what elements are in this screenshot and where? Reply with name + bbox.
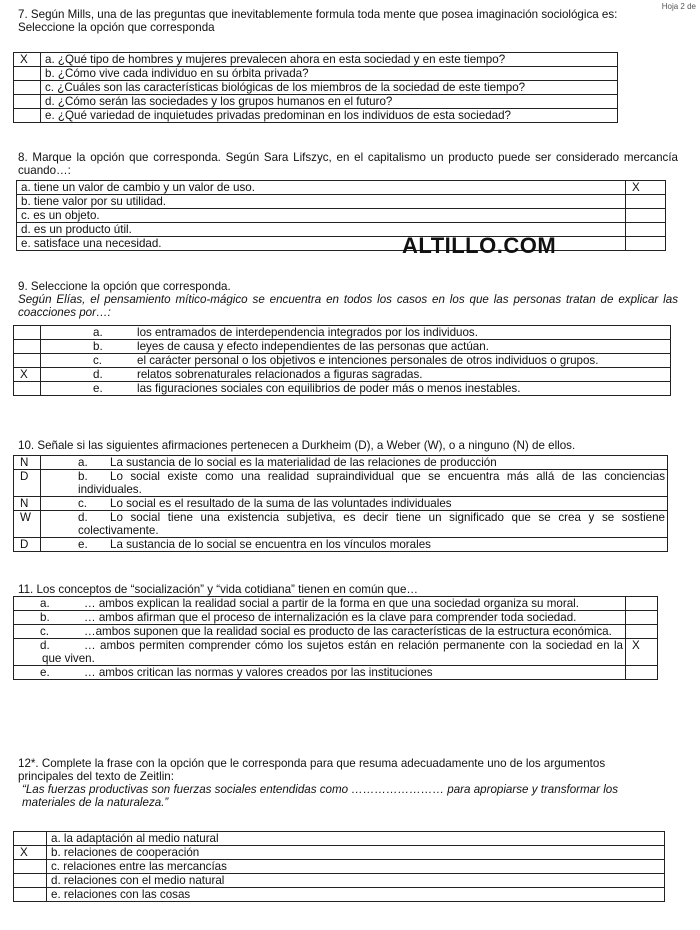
table-row[interactable] — [17, 209, 666, 223]
answer-mark[interactable] — [14, 860, 47, 874]
option-letter: e. — [40, 666, 50, 679]
option-letter: d. — [93, 368, 103, 381]
table-row[interactable] — [14, 597, 658, 611]
table-row[interactable] — [14, 832, 665, 846]
answer-mark[interactable] — [14, 326, 41, 340]
question-7 — [18, 8, 628, 34]
option-text: a. la adaptación al medio natural — [47, 832, 665, 846]
option-letter: c. — [40, 625, 50, 638]
question-12 — [18, 757, 633, 809]
option-text: d. relaciones con el medio natural — [47, 874, 665, 888]
table-row[interactable] — [14, 639, 658, 666]
option-text: b. tiene valor por su utilidad. — [17, 195, 626, 209]
question-11-stem: 11. Los conceptos de “socialización” y “vida cotidiana” tienen en común que… — [18, 583, 418, 596]
question-10 — [18, 439, 688, 452]
table-row[interactable] — [17, 223, 666, 237]
option-letter: b. — [40, 611, 50, 624]
answer-mark[interactable]: X — [626, 181, 666, 195]
option-letter: a. — [93, 326, 103, 339]
question-8 — [18, 151, 678, 177]
option-text: e. relaciones con las cosas — [47, 888, 665, 902]
answer-mark[interactable] — [14, 67, 41, 81]
table-row[interactable] — [14, 53, 618, 67]
question-11-table — [13, 596, 658, 680]
option-text: el carácter personal o los objetivos e intenciones personales de otros individuos o grupos. — [137, 354, 599, 367]
table-row[interactable] — [14, 81, 618, 95]
table-row[interactable] — [14, 611, 658, 625]
page-corner-label: Hoja 2 de — [661, 2, 696, 11]
answer-mark[interactable]: X — [14, 846, 47, 860]
answer-mark[interactable] — [626, 625, 658, 639]
option-letter: d. — [40, 639, 50, 652]
table-row[interactable] — [17, 237, 666, 251]
option-text: d. es un producto útil. — [17, 223, 626, 237]
question-10-stem: 10. Señale si las siguientes afirmaciones pertenecen a Durkheim (D), a Weber (W), o a ninguno (N) de ellos. — [18, 439, 576, 452]
option-text: d. ¿Cómo serán las sociedades y los grupos humanos en el futuro? — [41, 95, 618, 109]
question-7-table — [13, 52, 618, 123]
table-row[interactable] — [14, 326, 671, 340]
question-9 — [18, 280, 678, 319]
answer-mark[interactable] — [14, 382, 41, 396]
answer-mark[interactable]: X — [626, 639, 658, 666]
option-text: a. tiene un valor de cambio y un valor de uso. — [17, 181, 626, 195]
answer-mark[interactable] — [626, 209, 666, 223]
option-text: … ambos afirman que el proceso de internalización es la clave para comprender toda sociedad. — [84, 611, 577, 624]
option-text: e. ¿Qué variedad de inquietudes privadas predominan en los individuos de esta sociedad? — [41, 109, 618, 123]
table-row[interactable] — [14, 888, 665, 902]
option-letter: a. — [78, 456, 88, 469]
table-row[interactable] — [14, 666, 658, 680]
table-row[interactable] — [14, 95, 618, 109]
table-row[interactable] — [14, 874, 665, 888]
option-text: leyes de causa y efecto independientes de las personas que actúan. — [137, 340, 489, 353]
question-7-instruction: Seleccione la opción que corresponda — [18, 21, 215, 34]
option-letter: c. — [93, 354, 103, 367]
option-letter: b. — [78, 470, 88, 483]
option-text: c. es un objeto. — [17, 209, 626, 223]
option-letter: a. — [40, 597, 50, 610]
answer-mark[interactable]: W — [14, 511, 41, 538]
option-letter: c. — [78, 497, 88, 510]
table-row[interactable] — [14, 456, 668, 470]
answer-mark[interactable] — [626, 666, 658, 680]
option-text: relatos sobrenaturales relacionados a figuras sagradas. — [137, 368, 423, 381]
answer-mark[interactable] — [14, 832, 47, 846]
option-text: Lo social es el resultado de la suma de las voluntades individuales — [110, 497, 452, 510]
question-8-table — [16, 180, 666, 258]
answer-mark[interactable] — [14, 81, 41, 95]
question-12-table — [13, 831, 665, 902]
option-text: La sustancia de lo social es la materialidad de las relaciones de producción — [110, 456, 497, 469]
option-text: … ambos explican la realidad social a partir de la forma en que una sociedad organiza su moral. — [84, 597, 579, 610]
option-text: c. relaciones entre las mercancías — [47, 860, 665, 874]
table-row[interactable] — [14, 511, 668, 538]
option-text: los entramados de interdependencia integrados por los individuos. — [137, 326, 478, 339]
option-text: … ambos critican las normas y valores creados por las instituciones — [84, 666, 433, 679]
option-letter: d. — [78, 511, 88, 524]
option-text: Lo social existe como una realidad supraindividual que se encuentra más allá de las conciencias individuales. — [78, 470, 665, 496]
question-10-table — [13, 455, 668, 552]
option-text: a. ¿Qué tipo de hombres y mujeres prevalecen ahora en esta sociedad y en este tiempo? — [41, 53, 618, 67]
option-text: e. satisface una necesidad. — [17, 237, 626, 251]
answer-mark[interactable] — [14, 95, 41, 109]
table-row[interactable] — [17, 181, 666, 195]
option-letter: e. — [93, 382, 103, 395]
option-letter: e. — [78, 538, 88, 551]
question-7-stem: 7. Según Mills, una de las preguntas que inevitablemente formula toda mente que posea imaginación sociológica es: — [18, 8, 618, 21]
watermark-logo: ALTILLO.COM — [402, 233, 557, 258]
question-11 — [18, 583, 678, 596]
answer-mark[interactable] — [626, 611, 658, 625]
table-row[interactable] — [14, 109, 618, 123]
answer-mark[interactable] — [626, 195, 666, 209]
answer-mark[interactable]: X — [14, 53, 41, 67]
answer-mark[interactable] — [626, 237, 666, 251]
table-row[interactable] — [14, 354, 671, 368]
answer-mark[interactable] — [14, 109, 41, 123]
table-row[interactable] — [14, 368, 671, 382]
table-row[interactable] — [14, 497, 668, 511]
option-text: … ambos permiten comprender cómo los sujetos están en relación permanente con la sociedad en la que viven. — [42, 639, 623, 665]
question-9-stem: 9. Seleccione la opción que corresponda. — [18, 280, 231, 293]
table-row[interactable] — [14, 860, 665, 874]
table-row[interactable] — [14, 340, 671, 354]
answer-mark[interactable] — [14, 888, 47, 902]
option-text: La sustancia de lo social se encuentra en los vínculos morales — [110, 538, 431, 551]
answer-mark[interactable]: D — [14, 538, 41, 552]
table-row[interactable] — [14, 538, 668, 552]
table-row[interactable] — [14, 67, 618, 81]
question-12-stem: 12*. Complete la frase con la opción que le corresponda para que resuma adecuadamente uno de los argumentos principales del texto de Zeitlin: — [18, 757, 606, 783]
question-8-stem: 8. Marque la opción que corresponda. Según Sara Lifszyc, en el capitalismo un producto puede ser considerado mercancía cuando…: — [18, 151, 678, 177]
answer-mark[interactable] — [14, 874, 47, 888]
answer-mark[interactable]: N — [14, 497, 41, 511]
option-text: b. relaciones de cooperación — [47, 846, 665, 860]
option-letter: b. — [93, 340, 103, 353]
question-9-table — [13, 325, 671, 396]
answer-mark[interactable]: X — [14, 368, 41, 382]
answer-mark[interactable]: D — [14, 470, 41, 497]
table-row[interactable] — [17, 195, 666, 209]
table-row[interactable] — [14, 846, 665, 860]
option-text: c. ¿Cuáles son las características biológicas de los miembros de la sociedad de este tiempo? — [41, 81, 618, 95]
answer-mark[interactable] — [626, 223, 666, 237]
answer-mark[interactable] — [14, 340, 41, 354]
table-row[interactable] — [14, 625, 658, 639]
question-9-quote: Según Elías, el pensamiento mítico-mágico se encuentra en todos los casos en los que las personas tratan de explicar las coacciones por…: — [18, 293, 678, 319]
answer-mark[interactable] — [626, 597, 658, 611]
option-text: b. ¿Cómo vive cada individuo en su órbita privada? — [41, 67, 618, 81]
answer-mark[interactable]: N — [14, 456, 41, 470]
table-row[interactable] — [14, 470, 668, 497]
option-text: las figuraciones sociales con equilibrios de poder más o menos inestables. — [137, 382, 521, 395]
option-text: Lo social tiene una existencia subjetiva, es decir tiene un significado que se crea y se sostiene colectivamente. — [78, 511, 665, 537]
table-row[interactable] — [14, 382, 671, 396]
answer-mark[interactable] — [14, 354, 41, 368]
question-12-quote: “Las fuerzas productivas son fuerzas sociales entendidas como …………………… para apropiarse y transformar los materiales de la naturaleza.” — [22, 783, 619, 809]
option-text: …ambos suponen que la realidad social es producto de las características de la estructura económica. — [84, 625, 612, 638]
